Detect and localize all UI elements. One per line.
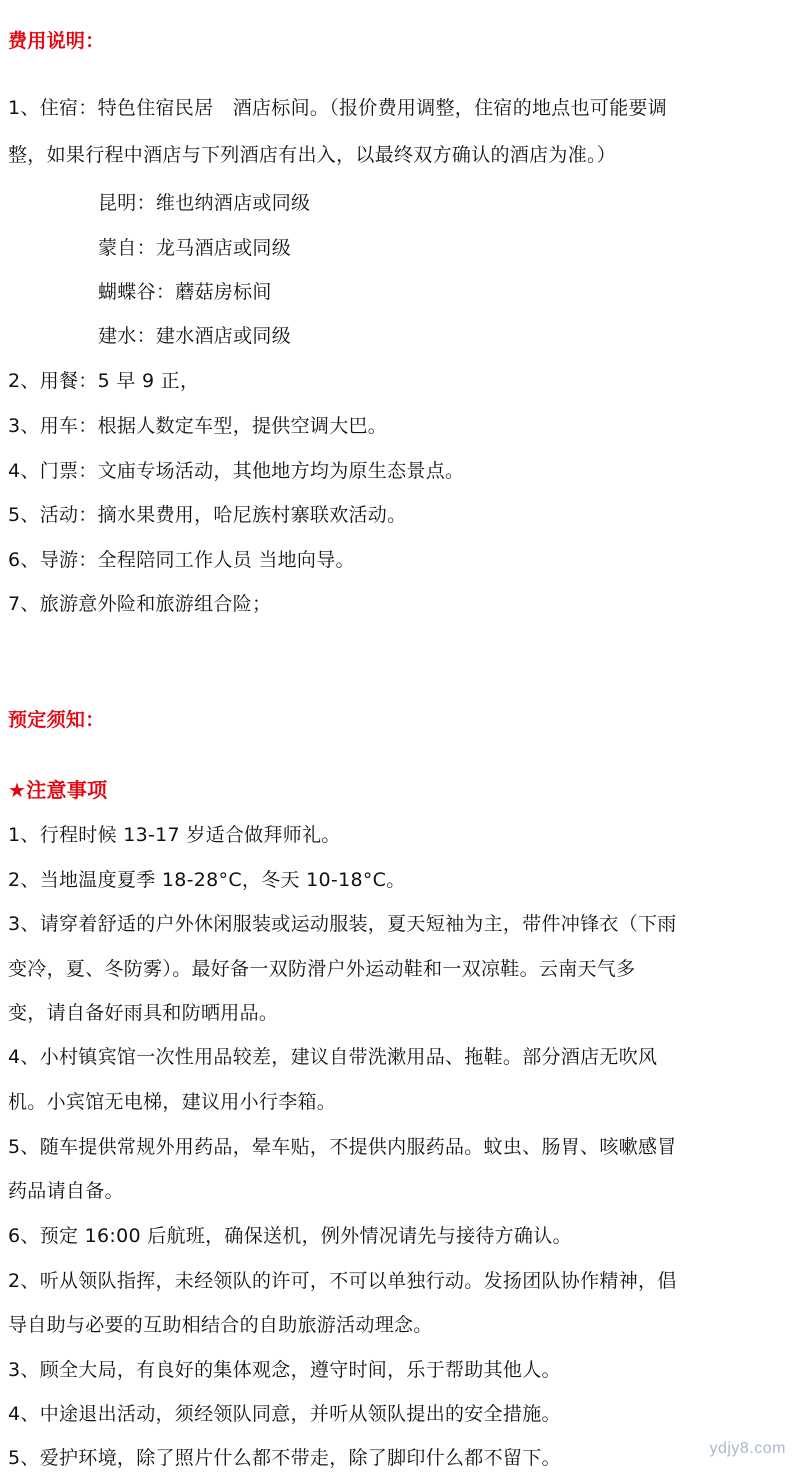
notice-line: 导自助与必要的互助相结合的自助旅游活动理念。	[8, 1314, 433, 1336]
fee-item: 7、旅游意外险和旅游组合险；	[8, 593, 272, 615]
notice-line: 变冷，夏、冬防雾）。最好备一双防滑户外运动鞋和一双凉鞋。云南天气多	[8, 958, 636, 980]
hotel-item: 昆明：维也纳酒店或同级	[98, 192, 311, 214]
notice-line: 机。小宾馆无电梯，建议用小行李箱。	[8, 1091, 337, 1113]
notice-line: 2、听从领队指挥，未经领队的许可，不可以单独行动。发扬团队协作精神，倡	[8, 1270, 677, 1292]
notice-line: 变，请自备好雨具和防晒用品。	[8, 1002, 279, 1024]
fee-line: 1、住宿：特色住宿民居 酒店标间。（报价费用调整，住宿的地点也可能要调	[8, 97, 668, 119]
notice-heading: ★注意事项	[8, 778, 108, 802]
fee-item: 4、门票：文庙专场活动，其他地方均为原生态景点。	[8, 460, 465, 482]
hotel-item: 蒙自：龙马酒店或同级	[98, 237, 292, 259]
notice-line: 1、行程时候 13-17 岁适合做拜师礼。	[8, 824, 341, 846]
notice-line: 5、爱护环境，除了照片什么都不带走，除了脚印什么都不留下。	[8, 1447, 561, 1469]
notice-line: 4、中途退出活动，须经领队同意，并听从领队提出的安全措施。	[8, 1403, 561, 1425]
hotel-item: 建水：建水酒店或同级	[98, 325, 292, 347]
fee-heading: 费用说明：	[8, 30, 105, 52]
fee-item: 5、活动：摘水果费用，哈尼族村寨联欢活动。	[8, 504, 407, 526]
fee-item: 6、导游：全程陪同工作人员 当地向导。	[8, 549, 355, 571]
fee-item: 3、用车：根据人数定车型，提供空调大巴。	[8, 415, 388, 437]
notice-line: 4、小村镇宾馆一次性用品较差，建议自带洗漱用品、拖鞋。部分酒店无吹风	[8, 1046, 658, 1068]
watermark: ydjy8.com	[709, 1440, 786, 1457]
notice-line: 5、随车提供常规外用药品，晕车贴，不提供内服药品。蚊虫、肠胃、咳嗽感冒	[8, 1136, 677, 1158]
notice-line: 2、当地温度夏季 18-28°C，冬天 10-18°C。	[8, 869, 406, 891]
hotel-item: 蝴蝶谷：蘑菇房标间	[98, 281, 272, 303]
notice-line: 药品请自备。	[8, 1180, 124, 1202]
fee-line: 整，如果行程中酒店与下列酒店有出入，以最终双方确认的酒店为准。）	[8, 144, 617, 166]
notice-line: 3、请穿着舒适的户外休闲服装或运动服装，夏天短袖为主，带件冲锋衣（下雨	[8, 913, 677, 935]
notice-line: 6、预定 16:00 后航班，确保送机，例外情况请先与接待方确认。	[8, 1225, 572, 1247]
booking-heading: 预定须知：	[8, 709, 105, 731]
fee-item: 2、用餐：5 早 9 正，	[8, 370, 200, 392]
notice-line: 3、顾全大局，有良好的集体观念，遵守时间，乐于帮助其他人。	[8, 1359, 561, 1381]
